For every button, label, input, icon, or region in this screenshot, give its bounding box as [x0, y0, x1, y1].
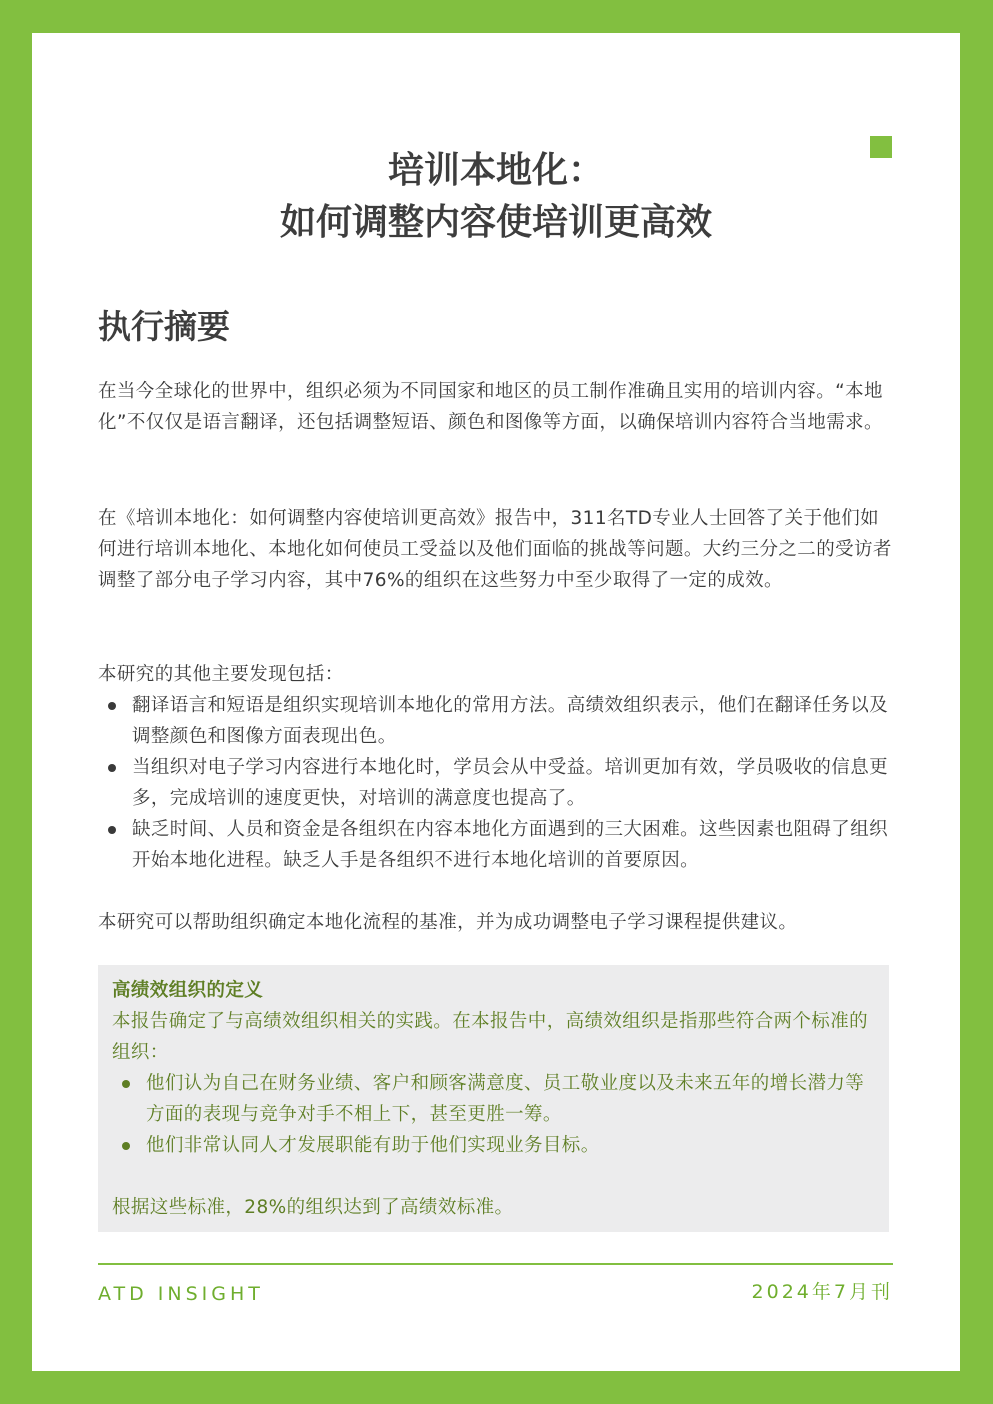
bullet-icon — [108, 764, 116, 772]
definition-box — [98, 965, 889, 1232]
finding-text: 当组织对电子学习内容进行本地化时，学员会从中受益。培训更加有效，学员吸收的信息更多，完成培训的速度更快，对培训的满意度也提高了。 — [132, 757, 889, 809]
findings-list — [98, 690, 893, 876]
definition-content — [112, 975, 877, 1223]
criterion-text: 他们非常认同人才发展职能有助于他们实现业务目标。 — [146, 1135, 600, 1156]
list-item — [98, 690, 893, 752]
list-item — [98, 814, 893, 876]
bullet-icon — [108, 826, 116, 834]
footer-brand: ATD INSIGHT — [98, 1283, 264, 1305]
page-title — [32, 145, 960, 249]
section-heading: 执行摘要 — [98, 307, 230, 346]
report-paragraph: 在《培训本地化：如何调整内容使培训更高效》报告中，311名TD专业人士回答了关于他们如何进行培训本地化、本地化如何使员工受益以及他们面临的挑战等问题。大约三分之二的受访者调整了部分电子学习内容，其中76%的组织在这些努力中至少取得了一定的成效。 — [98, 508, 892, 591]
definition-intro: 本报告确定了与高绩效组织相关的实践。在本报告中，高绩效组织是指那些符合两个标准的组织： — [112, 1011, 869, 1063]
findings-intro: 本研究的其他主要发现包括： — [98, 664, 344, 685]
list-item — [98, 752, 893, 814]
list-item — [112, 1068, 877, 1130]
finding-text: 翻译语言和短语是组织实现培训本地化的常用方法。高绩效组织表示，他们在翻译任务以及调整颜色和图像方面表现出色。 — [132, 695, 889, 747]
closing-paragraph: 本研究可以帮助组织确定本地化流程的基准，并为成功调整电子学习课程提供建议。 — [98, 912, 798, 933]
definition-title: 高绩效组织的定义 — [112, 980, 264, 1001]
bullet-icon — [122, 1142, 130, 1150]
title-line-1: 培训本地化： — [387, 150, 604, 191]
bullet-icon — [122, 1080, 130, 1088]
criterion-text: 他们认为自己在财务业绩、客户和顾客满意度、员工敬业度以及未来五年的增长潜力等方面的表现与竞争对手不相上下，甚至更胜一筹。 — [146, 1073, 865, 1125]
definition-conclusion: 根据这些标准，28%的组织达到了高绩效标准。 — [112, 1197, 514, 1218]
criteria-list — [112, 1068, 877, 1161]
findings-block — [98, 659, 893, 876]
list-item — [112, 1130, 877, 1161]
bullet-icon — [108, 702, 116, 710]
title-line-2: 如何调整内容使培训更高效 — [279, 202, 712, 243]
intro-paragraph: 在当今全球化的世界中，组织必须为不同国家和地区的员工制作准确且实用的培训内容。“本地化”不仅仅是语言翻译，还包括调整短语、颜色和图像等方面，以确保培训内容符合当地需求。 — [98, 381, 883, 433]
finding-text: 缺乏时间、人员和资金是各组织在内容本地化方面遇到的三大困难。这些因素也阻碍了组织开始本地化进程。缺乏人手是各组织不进行本地化培训的首要原因。 — [132, 819, 889, 871]
footer-divider — [98, 1263, 893, 1265]
footer-issue-date: 2024年7月刊 — [751, 1281, 893, 1303]
page — [32, 33, 960, 1371]
